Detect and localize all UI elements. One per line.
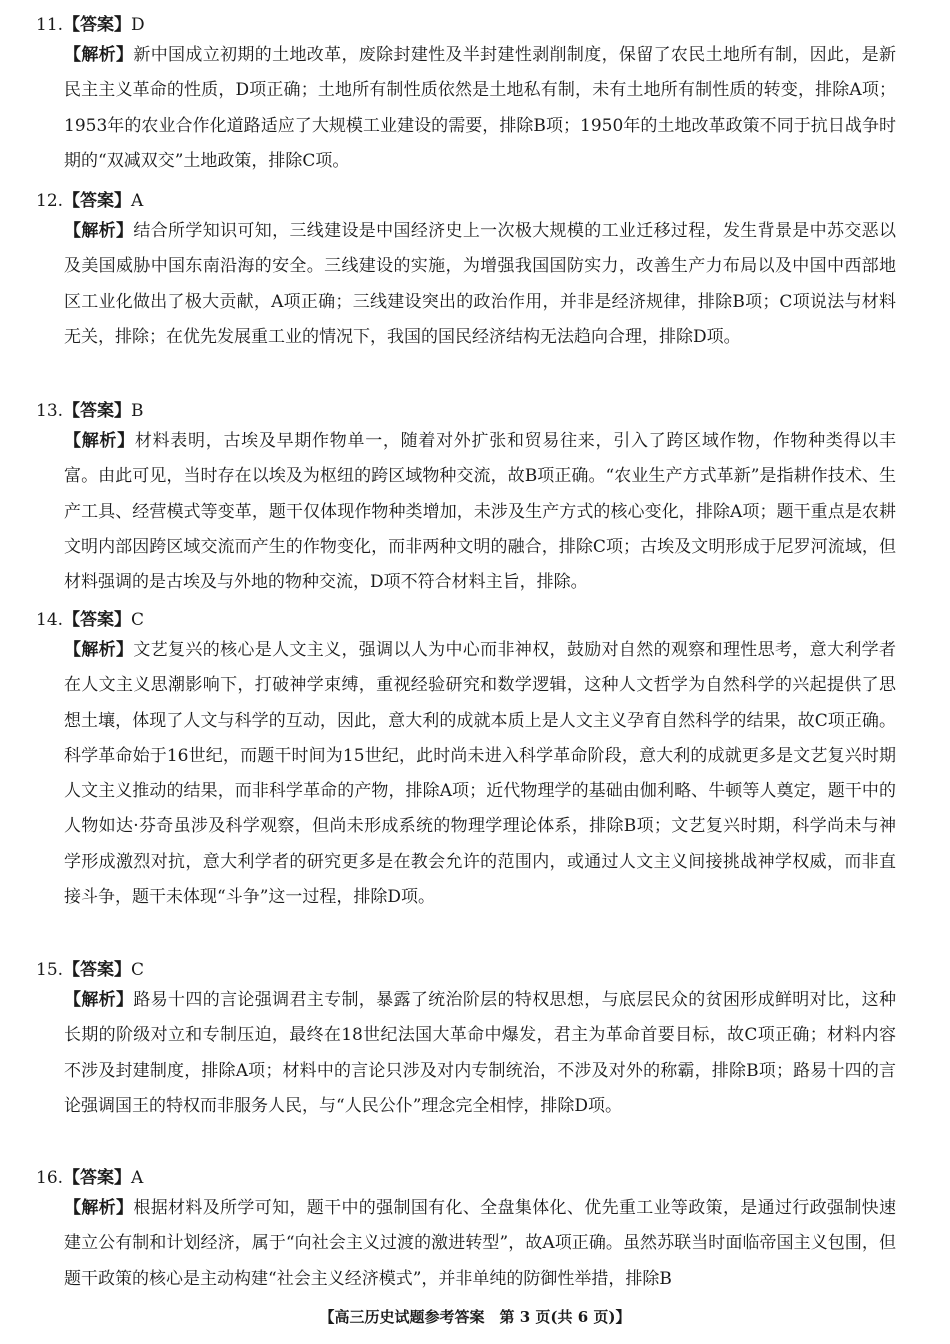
- answer-tag: 【答案】: [63, 15, 132, 35]
- question-16: [36, 1165, 896, 1297]
- answer-line: [36, 398, 896, 424]
- answer-value: A: [131, 1168, 144, 1188]
- explanation-tag: 【解析】: [64, 45, 134, 65]
- question-11: [36, 12, 896, 179]
- question-number: 16.: [36, 1168, 64, 1188]
- explanation-text: 结合所学知识可知，三线建设是中国经济史上一次极大规模的工业迁移过程，发生背景是中苏交恶以及美国威胁中国东南沿海的安全。三线建设的实施，为增强我国国防实力，改善生产力布局以及中国中西部地区工业化做出了极大贡献，A项正确；三线建设突出的政治作用，并非是经济规律，排除B项；C项说法与材料无关，排除；在优先发展重工业的情况下，我国的国民经济结构无法趋向合理，排除D项。: [64, 221, 897, 347]
- question-number: 15.: [36, 960, 64, 980]
- explanation: [64, 633, 896, 915]
- answer-value: C: [131, 960, 145, 980]
- answer-value: A: [131, 191, 144, 211]
- answer-tag: 【答案】: [63, 960, 132, 980]
- explanation-text: 材料表明，古埃及早期作物单一，随着对外扩张和贸易往来，引入了跨区域作物，作物种类得以丰富。由此可见，当时存在以埃及为枢纽的跨区域物种交流，故B项正确。“农业生产方式革新”是指耕作技术、生产工具、经营模式等变革，题干仅体现作物种类增加，未涉及生产方式的核心变化，排除A项；题干重点是农耕文明内部因跨区域交流而产生的作物变化，而非两种文明的融合，排除C项；古埃及文明形成于尼罗河流域，但材料强调的是古埃及与外地的物种交流，D项不符合材料主旨，排除。: [64, 431, 897, 593]
- explanation-tag: 【解析】: [64, 990, 134, 1010]
- answer-value: D: [131, 15, 145, 35]
- question-number: 14.: [36, 610, 64, 630]
- question-13: [36, 398, 896, 600]
- question-15: [36, 957, 896, 1124]
- explanation-text: 文艺复兴的核心是人文主义，强调以人为中心而非神权，鼓励对自然的观察和理性思考，意大利学者在人文主义思潮影响下，打破神学束缚，重视经验研究和数学逻辑，这种人文哲学为自然科学的兴起提供了思想土壤，体现了人文与科学的互动，因此，意大利的成就本质上是人文主义孕育自然科学的结果，故C项正确。科学革命始于16世纪，而题干时间为15世纪，此时尚未进入科学革命阶段，意大利的成就更多是文艺复兴时期人文主义推动的结果，而非科学革命的产物，排除A项；近代物理学的基础由伽利略、牛顿等人奠定，题干中的人物如达·芬奇虽涉及科学观察，但尚未形成系统的物理学理论体系，排除B项；文艺复兴时期，科学尚未与神学形成激烈对抗，意大利学者的研究更多是在教会允许的范围内，或通过人文主义间接挑战神学权威，而非直接斗争，题干未体现“斗争”这一过程，排除D项。: [64, 640, 897, 908]
- explanation-text: 新中国成立初期的土地改革，废除封建性及半封建性剥削制度，保留了农民土地所有制，因此，是新民主主义革命的性质，D项正确；土地所有制性质依然是土地私有制，未有土地所有制性质的转变，排除A项；1953年的农业合作化道路适应了大规模工业建设的需要，排除B项；1950年的土地改革政策不同于抗日战争时期的“双减双交”土地政策，排除C项。: [64, 45, 897, 171]
- explanation: [64, 38, 896, 179]
- answer-line: [36, 1165, 896, 1191]
- answer-line: [36, 12, 896, 38]
- question-number: 13.: [36, 401, 64, 421]
- answer-line: [36, 188, 896, 214]
- explanation-tag: 【解析】: [64, 1198, 134, 1218]
- answer-line: [36, 607, 896, 633]
- explanation-text: 根据材料及所学可知，题干中的强制国有化、全盘集体化、优先重工业等政策，是通过行政强制快速建立公有制和计划经济，属于“向社会主义过渡的激进转型”，故A项正确。虽然苏联当时面临帝国主义包围，但题干政策的核心是主动构建“社会主义经济模式”，并非单纯的防御性举措，排除B: [64, 1198, 897, 1289]
- answer-line: [36, 957, 896, 983]
- explanation: [64, 1191, 896, 1297]
- answer-tag: 【答案】: [63, 191, 132, 211]
- answer-tag: 【答案】: [63, 401, 132, 421]
- explanation-tag: 【解析】: [64, 640, 134, 660]
- explanation: [64, 214, 896, 355]
- question-number: 11.: [36, 15, 64, 35]
- explanation-tag: 【解析】: [64, 221, 134, 241]
- question-14: [36, 607, 896, 915]
- explanation: [64, 983, 896, 1124]
- page-footer: 【高三历史试题参考答案 第 3 页(共 6 页)】: [319, 1308, 631, 1326]
- answer-tag: 【答案】: [63, 610, 132, 630]
- explanation-text: 路易十四的言论强调君主专制，暴露了统治阶层的特权思想，与底层民众的贫困形成鲜明对比，这种长期的阶级对立和专制压迫，最终在18世纪法国大革命中爆发，君主为革命首要目标，故C项正确；材料内容不涉及封建制度，排除A项；材料中的言论只涉及对内专制统治，不涉及对外的称霸，排除B项；路易十四的言论强调国王的特权而非服务人民，与“人民公仆”理念完全相悖，排除D项。: [64, 990, 897, 1116]
- answer-tag: 【答案】: [63, 1168, 132, 1188]
- explanation: [64, 424, 896, 600]
- answer-value: B: [131, 401, 144, 421]
- answer-value: C: [131, 610, 145, 630]
- explanation-tag: 【解析】: [64, 431, 135, 451]
- question-number: 12.: [36, 191, 64, 211]
- question-12: [36, 188, 896, 355]
